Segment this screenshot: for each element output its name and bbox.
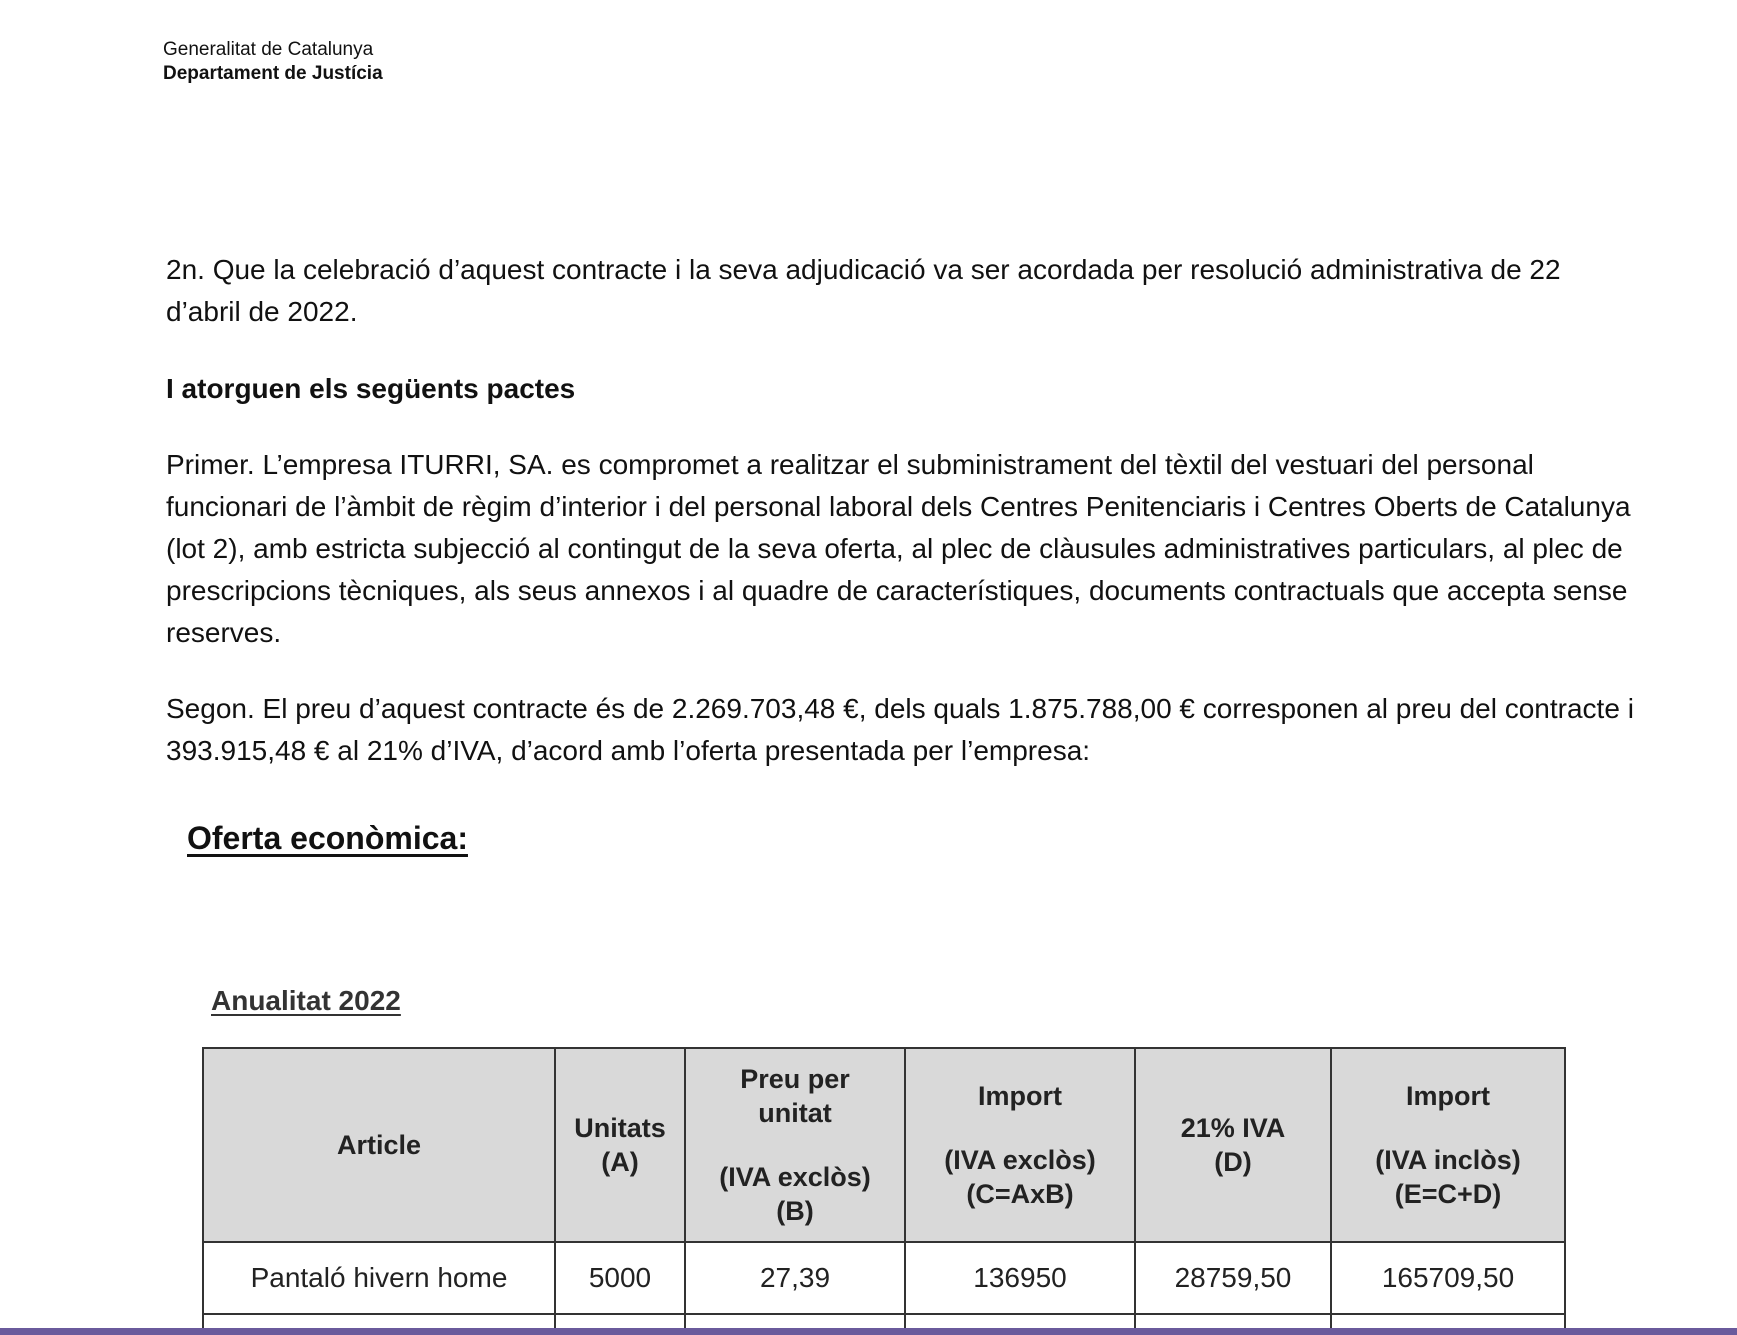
cell-article: Pantaló hivern home — [203, 1242, 555, 1314]
cell-cutoff — [1331, 1314, 1565, 1328]
header-units — [555, 1048, 685, 1242]
table-row-cutoff — [203, 1314, 1565, 1328]
header-price-line3: (IVA exclòs) — [719, 1162, 871, 1192]
department-name: Departament de Justícia — [163, 63, 383, 84]
section-heading: I atorguen els següents pactes — [166, 373, 576, 404]
offer-table-body — [203, 1242, 1565, 1328]
paragraph-primer: Primer. L’empresa ITURRI, SA. es compromet a realitzar el subministrament del tèxtil del vestuari del personal funcionari de l’àmbit de règim d’interior i del personal laboral dels Centres Penitenciaris i Centres Oberts de Catalunya (lot 2), amb estricta subjecció al contingut de la seva oferta, al plec de clàusules administratives particulars, al plec de prescripcions tècniques, als seus annexos i al quadre de característiques, documents contractuals que accepta sense reserves. — [166, 449, 1631, 648]
header-price-line4: (B) — [776, 1196, 814, 1226]
header-article — [203, 1048, 555, 1242]
header-price — [685, 1048, 905, 1242]
paragraph-segon: Segon. El preu d’aquest contracte és de 2.269.703,48 €, dels quals 1.875.788,00 € corresponen al preu del contracte i 393.915,48 € al 21% d’IVA, d’acord amb l’oferta presentada per l’empresa: — [166, 693, 1634, 766]
header-import-line2: (IVA exclòs) — [944, 1145, 1096, 1175]
table-row — [203, 1242, 1565, 1314]
cell-iva: 28759,50 — [1135, 1242, 1331, 1314]
year-label: Anualitat 2022 — [211, 985, 401, 1016]
header-units-line1: Unitats — [574, 1113, 666, 1143]
cell-units: 5000 — [555, 1242, 685, 1314]
header-total-line1: Import — [1406, 1081, 1490, 1111]
cell-cutoff — [1135, 1314, 1331, 1328]
organization-name: Generalitat de Catalunya — [163, 39, 374, 60]
header-article-label: Article — [336, 1130, 422, 1160]
header-import-line1: Import — [978, 1081, 1062, 1111]
header-iva — [1135, 1048, 1331, 1242]
header-import — [905, 1048, 1135, 1242]
cell-cutoff — [905, 1314, 1135, 1328]
offer-table-header — [203, 1048, 1565, 1242]
header-import-line3: (C=AxB) — [966, 1179, 1074, 1209]
offer-table — [202, 1047, 1566, 1328]
header-units-line2: (A) — [601, 1147, 639, 1177]
header-total-line2: (IVA inclòs) — [1375, 1145, 1521, 1175]
header-price-line1: Preu per — [740, 1064, 850, 1094]
cell-price: 27,39 — [685, 1242, 905, 1314]
cell-cutoff — [203, 1314, 555, 1328]
window-bottom-edge — [0, 1328, 1737, 1335]
header-iva-line2: (D) — [1214, 1147, 1252, 1177]
offer-title: Oferta econòmica: — [187, 820, 468, 856]
header-price-line2: unitat — [758, 1098, 832, 1128]
cell-import: 136950 — [905, 1242, 1135, 1314]
paragraph-2n: 2n. Que la celebració d’aquest contracte i la seva adjudicació va ser acordada per resolució administrativa de 22 d’abril de 2022. — [166, 254, 1561, 327]
header-total-line3: (E=C+D) — [1394, 1179, 1502, 1209]
header-iva-line1: 21% IVA — [1180, 1113, 1286, 1143]
cell-cutoff — [555, 1314, 685, 1328]
header-total — [1331, 1048, 1565, 1242]
letterhead — [163, 38, 383, 86]
cell-cutoff — [685, 1314, 905, 1328]
header-row — [203, 1048, 1565, 1242]
cell-total: 165709,50 — [1331, 1242, 1565, 1314]
